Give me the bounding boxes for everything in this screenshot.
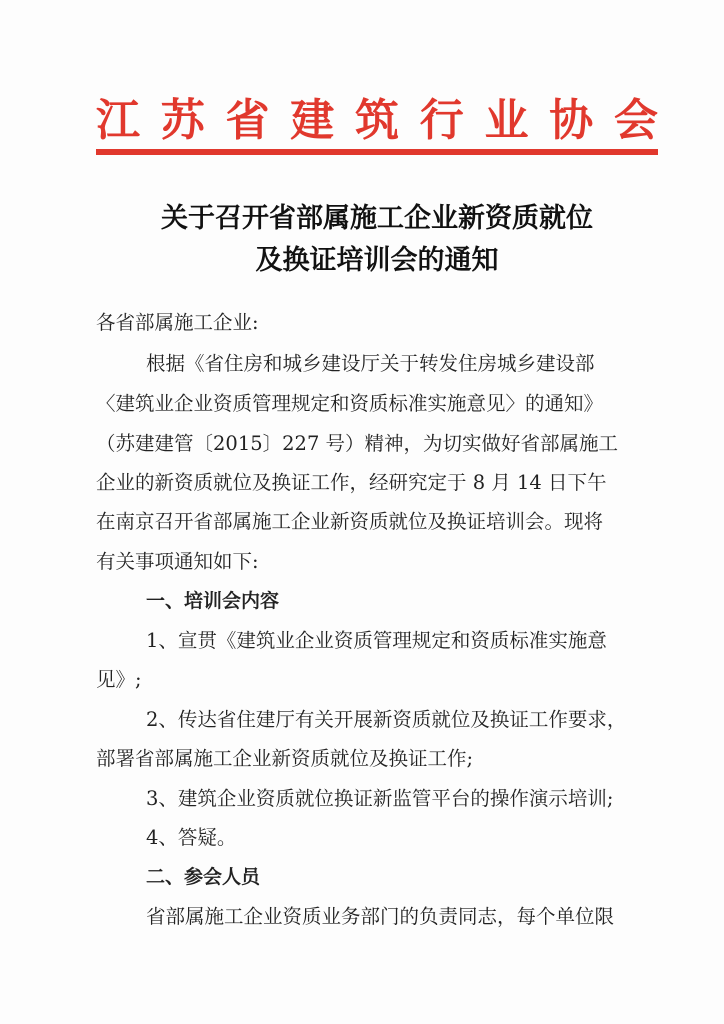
section-1-heading: 一、培训会内容 xyxy=(146,590,280,612)
list-item-continuation: 见》; xyxy=(96,668,142,691)
list-item-continuation: 部署省部属施工企业新资质就位及换证工作; xyxy=(96,747,474,770)
paragraph-1-line: 在南京召开省部属施工企业新资质就位及换证培训会。现将 xyxy=(96,510,604,533)
letterhead-red-rule xyxy=(96,149,658,155)
list-item: 4、答疑。 xyxy=(146,826,237,849)
letterhead-char: 建 xyxy=(290,95,335,146)
section-2-heading: 二、参会人员 xyxy=(146,866,261,888)
list-item: 2、传达省住建厅有关开展新资质就位及换证工作要求， xyxy=(146,708,627,731)
org-letterhead xyxy=(96,86,658,146)
paragraph-1-line: 〈建筑业企业资质管理规定和资质标准实施意见〉的通知》 xyxy=(96,392,604,415)
letterhead-char: 协 xyxy=(549,95,594,146)
letterhead-char: 省 xyxy=(225,95,270,146)
paragraph-1-line: 有关事项通知如下: xyxy=(96,550,259,573)
paragraph-2-line: 省部属施工企业资质业务部门的负责同志，每个单位限 xyxy=(146,905,615,928)
letterhead-char: 行 xyxy=(419,95,464,146)
letterhead-char: 苏 xyxy=(160,95,205,146)
paragraph-1-line: （苏建建管〔2015〕227 号）精神，为切实做好省部属施工 xyxy=(96,432,619,455)
paragraph-1-line: 根据《省住房和城乡建设厅关于转发住房城乡建设部 xyxy=(146,352,595,375)
list-item: 1、宣贯《建筑业企业资质管理规定和资质标准实施意 xyxy=(146,629,607,652)
list-item: 3、建筑企业资质就位换证新监管平台的操作演示培训; xyxy=(146,787,614,810)
paragraph-1-line: 企业的新资质就位及换证工作，经研究定于 8 月 14 日下午 xyxy=(96,471,607,494)
letterhead-char: 会 xyxy=(614,95,658,146)
document-title-line-2: 及换证培训会的通知 xyxy=(255,245,499,276)
letterhead-char: 江 xyxy=(96,95,140,146)
letterhead-char: 筑 xyxy=(355,95,399,146)
letterhead-char: 业 xyxy=(484,95,529,146)
salutation: 各省部属施工企业: xyxy=(96,311,259,334)
document-title-line-1: 关于召开省部属施工企业新资质就位 xyxy=(161,203,593,234)
